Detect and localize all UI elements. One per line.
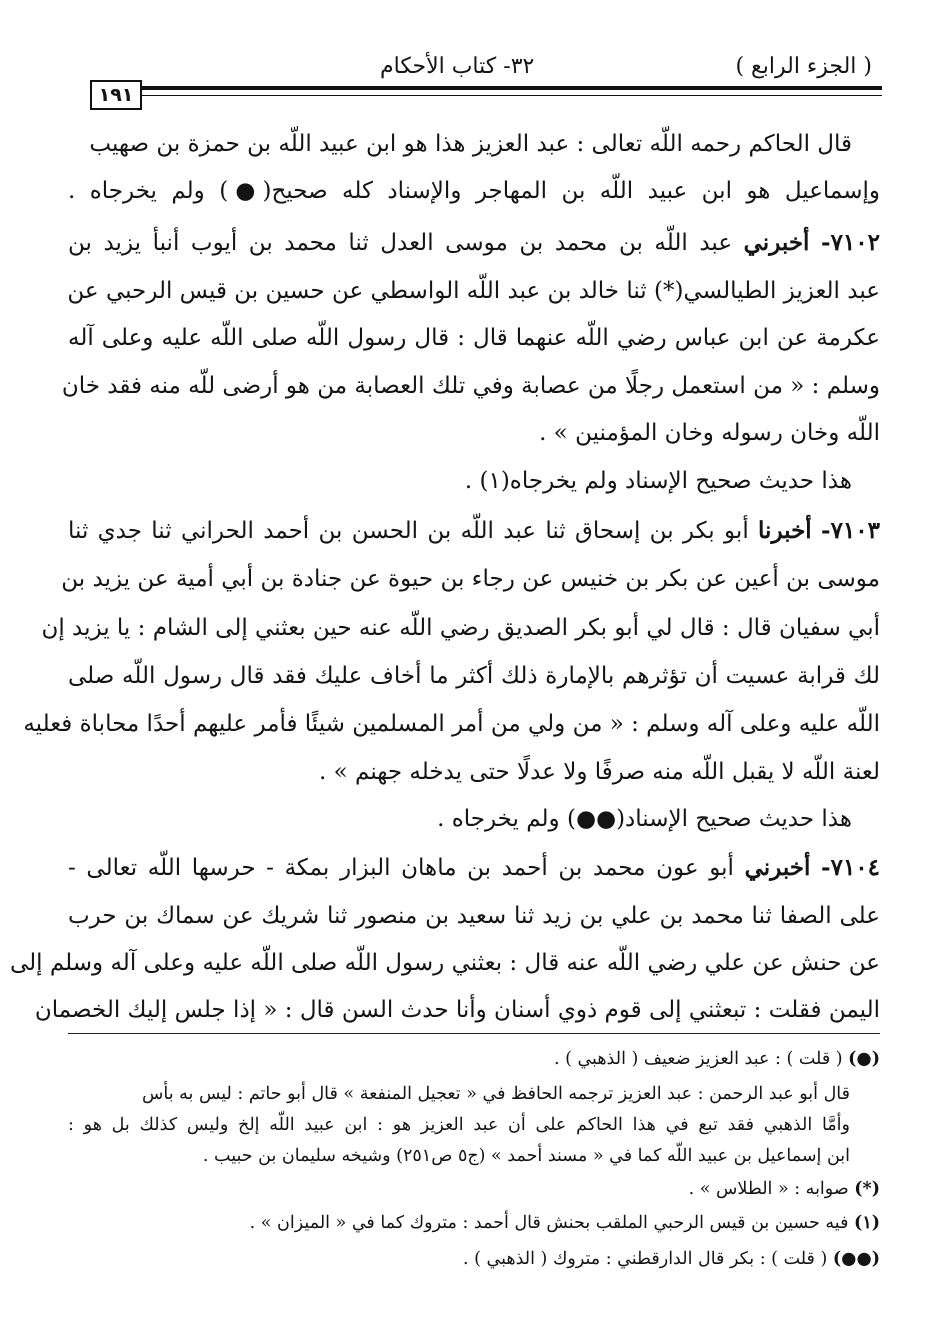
- footnote-1-cont-3: ابن إسماعيل بن عبيد اللّه كما في « مسند أحمد » (ج٥ ص٢٥١) وشيخه سليمان بن حبيب .: [202, 1146, 850, 1166]
- footnote-mark: (*): [854, 1179, 880, 1199]
- hadith-keyword: أخبرني: [744, 854, 811, 881]
- header-rule: [142, 86, 882, 90]
- hadith-7104: ٧١٠٤- أخبرني أبو عون محمد بن أحمد بن ماهان البزار بمكة - حرسها اللّه تعالى -: [68, 854, 881, 881]
- hadith-number: ٧١٠٣-: [821, 517, 880, 544]
- body-line-10: موسى بن أعين عن بكر بن خنيس عن رجاء بن حيوة عن جنادة بن أبي أمية عن يزيد بن: [61, 566, 880, 592]
- running-header-book: ٣٢- كتاب الأحكام: [380, 54, 535, 79]
- footnote-mark: (●): [848, 1049, 880, 1069]
- body-line-18: عن حنش عن علي رضي اللّه عنه قال : بعثني رسول اللّه صلى اللّه عليه وعلى آله وسلم إلى: [9, 950, 880, 976]
- header-rule-thin: [142, 95, 882, 96]
- body-line-1: قال الحاكم رحمه اللّه تعالى : عبد العزيز هذا هو ابن عبيد اللّه بن حمزة بن صهيب: [89, 131, 852, 157]
- hadith-7103: ٧١٠٣- أخبرنا أبو بكر بن إسحاق ثنا عبد اللّه بن الحسن بن أحمد الحراني ثنا جدي ثنا: [68, 517, 880, 544]
- footnote-1-cont-1: قال أبو عبد الرحمن : عبد العزيز ترجمه الحافظ في « تعجيل المنفعة » قال أبو حاتم : ليس به بأس: [142, 1084, 850, 1104]
- running-header-part: ( الجزء الرابع ): [735, 54, 872, 79]
- body-line-2: وإسماعيل هو ابن عبيد اللّه بن المهاجر والإسناد كله صحيح(●) ولم يخرجاه .: [68, 178, 880, 204]
- body-line-5: عكرمة عن ابن عباس رضي اللّه عنهما قال : قال رسول اللّه صلى اللّه عليه وعلى آله: [68, 325, 880, 351]
- body-line-17: على الصفا ثنا محمد بن علي بن زيد ثنا سعيد بن منصور ثنا شريك عن سماك بن حرب: [68, 903, 880, 929]
- body-line-19: اليمن فقلت : تبعثني إلى قوم ذوي أسنان وأنا حدث السن قال : « إذا جلس إليك الخصمان: [34, 997, 880, 1023]
- hadith-keyword: أخبرنا: [758, 517, 812, 544]
- footnote-mark: (●●): [832, 1249, 880, 1269]
- hadith-keyword: أخبرني: [743, 229, 810, 256]
- page-number: ١٩١: [90, 80, 142, 110]
- body-line-7: اللّه وخان رسوله وخان المؤمنين » .: [539, 420, 880, 446]
- footnote-separator: [68, 1033, 880, 1034]
- body-line-15: هذا حديث صحيح الإسناد(●●) ولم يخرجاه .: [437, 806, 852, 832]
- hadith-number: ٧١٠٢-: [821, 229, 880, 256]
- hadith-7102: ٧١٠٢- أخبرني عبد اللّه بن محمد بن موسى العدل ثنا محمد بن أيوب أنبأ يزيد بن: [68, 229, 880, 256]
- body-line-8: هذا حديث صحيح الإسناد ولم يخرجاه(١) .: [464, 468, 852, 494]
- body-line-13: اللّه عليه وعلى آله وسلم : « من ولي من أمر المسلمين شيئًا فأمر عليهم أحدًا محاباة فعليه: [23, 711, 880, 737]
- body-line-4: عبد العزيز الطيالسي(*) ثنا خالد بن عبد اللّه الواسطي عن حسين بن قيس الرحبي عن: [67, 278, 880, 304]
- footnote-4: (●●) ( قلت ) : بكر قال الدارقطني : متروك ( الذهبي ) .: [463, 1249, 880, 1269]
- footnote-1: (●) ( قلت ) : عبد العزيز ضعيف ( الذهبي ) .: [553, 1049, 880, 1069]
- body-line-14: لعنة اللّه لا يقبل اللّه منه صرفًا ولا عدلًا حتى يدخله جهنم » .: [319, 759, 880, 785]
- body-line-12: لك قرابة عسيت أن تؤثرهم بالإمارة ذلك أكثر ما أخاف عليك فقد قال رسول اللّه صلى: [68, 663, 880, 689]
- body-line-6: وسلم : « من استعمل رجلًا من عصابة وفي تلك العصابة من هو أرضى للّه منه فقد خان: [61, 373, 880, 399]
- footnote-mark: (١): [854, 1213, 880, 1233]
- footnote-3: (١) فيه حسين بن قيس الرحبي الملقب بحنش قال أحمد : متروك كما في « الميزان » .: [249, 1213, 880, 1233]
- footnote-2: (*) صوابه : « الطلاس » .: [688, 1179, 880, 1199]
- body-line-11: أبي سفيان قال : قال لي أبو بكر الصديق رضي اللّه عنه حين بعثني إلى الشام : يا يزيد إن: [41, 615, 880, 641]
- footnote-1-cont-2: وأمَّا الذهبي فقد تبع في هذا الحاكم على أن عبد العزيز هو : ابن عبيد اللّه إلخ وليس كذلك بل هو :: [68, 1115, 850, 1135]
- hadith-number: ٧١٠٤-: [821, 854, 881, 881]
